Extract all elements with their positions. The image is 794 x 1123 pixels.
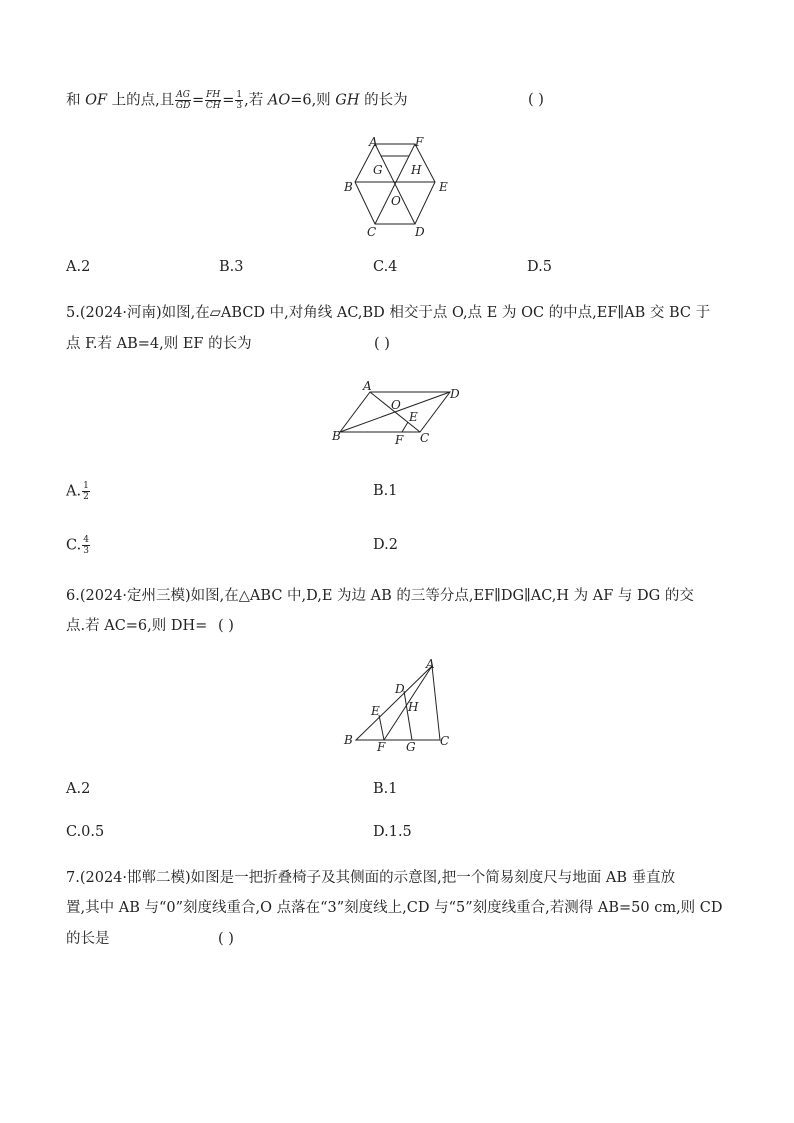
label-e: E	[439, 180, 448, 194]
q5-parallelogram-figure	[332, 376, 472, 448]
equals-sign: =	[191, 92, 205, 109]
label-d: D	[450, 387, 460, 401]
label-a: A	[426, 657, 435, 671]
label-b: B	[332, 429, 341, 443]
q4-option-d[interactable]: D.5	[527, 259, 552, 275]
segment-ef	[379, 715, 384, 740]
label-b: B	[344, 733, 353, 747]
label-o: O	[391, 398, 401, 412]
q4-option-a[interactable]: A.2	[66, 259, 91, 275]
q4-stem	[66, 90, 408, 111]
q7-answer-parentheses: ( )	[218, 931, 234, 947]
label-h: H	[408, 700, 419, 714]
q5-answer-parentheses: ( )	[374, 336, 390, 352]
q4-stem-text: =6,则	[290, 92, 336, 109]
q6-option-d[interactable]: D.1.5	[373, 824, 412, 840]
q6-triangle-figure	[340, 657, 460, 754]
q5-option-d[interactable]: D.2	[373, 537, 398, 553]
q4-fraction-ag-gd	[175, 90, 191, 111]
fraction-numerator: 1	[236, 90, 243, 100]
q6-stem-line1: 6.(2024·定州三模)如图,在△ABC 中,D,E 为边 AB 的三等分点,EF∥DG∥AC,H 为 AF 与 DG 的交	[66, 588, 694, 604]
label-e: E	[371, 704, 380, 718]
q4-stem-text: 的长为	[359, 92, 408, 109]
q4-hexagon-figure	[338, 132, 458, 242]
fraction-four-thirds	[82, 535, 90, 556]
q7-stem-line2: 置,其中 AB 与“0”刻度线重合,O 点落在“3”刻度线上,CD 与“5”刻度线重合,若测得 AB=50 cm,则 CD	[66, 900, 723, 916]
label-f: F	[395, 433, 404, 447]
fraction-numerator: 4	[83, 535, 89, 545]
fraction-numerator: FH	[206, 90, 221, 100]
q6-option-c[interactable]: C.0.5	[66, 824, 105, 840]
q4-var-ao: AO	[267, 92, 291, 109]
triangle-abc	[356, 666, 440, 740]
q4-stem-text: ,若	[244, 92, 268, 109]
label-f: F	[377, 740, 386, 754]
option-prefix: A.	[66, 483, 82, 500]
fraction-numerator: AG	[176, 90, 190, 100]
equals-sign: =	[222, 92, 235, 109]
segment-ef	[402, 422, 408, 432]
q5-option-a[interactable]	[66, 481, 91, 502]
fraction-numerator: 1	[83, 481, 89, 491]
q7-stem-line3: 的长是	[66, 931, 110, 947]
q6-stem-line2: 点.若 AC=6,则 DH=	[66, 618, 208, 634]
q6-answer-parentheses: ( )	[218, 618, 234, 634]
q4-option-c[interactable]: C.4	[373, 259, 398, 275]
q5-option-b[interactable]: B.1	[373, 483, 398, 499]
label-f: F	[415, 135, 424, 149]
q4-option-b[interactable]: B.3	[219, 259, 244, 275]
label-b: B	[344, 180, 353, 194]
label-g: G	[406, 740, 416, 754]
q4-stem-text: 和	[66, 92, 86, 109]
label-g: G	[373, 163, 383, 177]
q5-stem-line1: 5.(2024·河南)如图,在▱ABCD 中,对角线 AC,BD 相交于点 O,点 E 为 OC 的中点,EF∥AB 交 BC 于	[66, 305, 711, 321]
label-a: A	[363, 379, 372, 393]
label-h: H	[411, 163, 422, 177]
q5-stem-line2: 点 F.若 AB=4,则 EF 的长为	[66, 336, 252, 352]
label-c: C	[440, 734, 450, 748]
q4-var-of: OF	[85, 92, 108, 109]
label-a: A	[369, 135, 378, 149]
fraction-one-half	[82, 481, 90, 502]
fraction-denominator: GD	[175, 101, 191, 111]
q4-fraction-one-third	[235, 90, 243, 111]
fraction-denominator: 3	[83, 546, 89, 556]
label-c: C	[420, 431, 430, 445]
q4-fraction-fh-ch	[205, 90, 221, 111]
q5-option-c[interactable]	[66, 535, 91, 556]
label-d: D	[395, 682, 405, 696]
fraction-denominator: 3	[236, 101, 243, 111]
q4-var-gh: GH	[335, 92, 360, 109]
fraction-denominator: CH	[205, 101, 221, 111]
label-c: C	[367, 225, 377, 239]
q6-option-a[interactable]: A.2	[66, 781, 91, 797]
q6-option-b[interactable]: B.1	[373, 781, 398, 797]
q4-answer-parentheses: ( )	[528, 92, 544, 108]
option-prefix: C.	[66, 537, 82, 554]
q4-stem-text: 上的点,且	[107, 92, 175, 109]
fraction-denominator: 2	[83, 492, 89, 502]
label-o: O	[391, 194, 401, 208]
label-d: D	[415, 225, 425, 239]
label-e: E	[409, 410, 418, 424]
q7-stem-line1: 7.(2024·邯郸二模)如图是一把折叠椅子及其侧面的示意图,把一个简易刻度尺与地面 AB 垂直放	[66, 870, 676, 886]
